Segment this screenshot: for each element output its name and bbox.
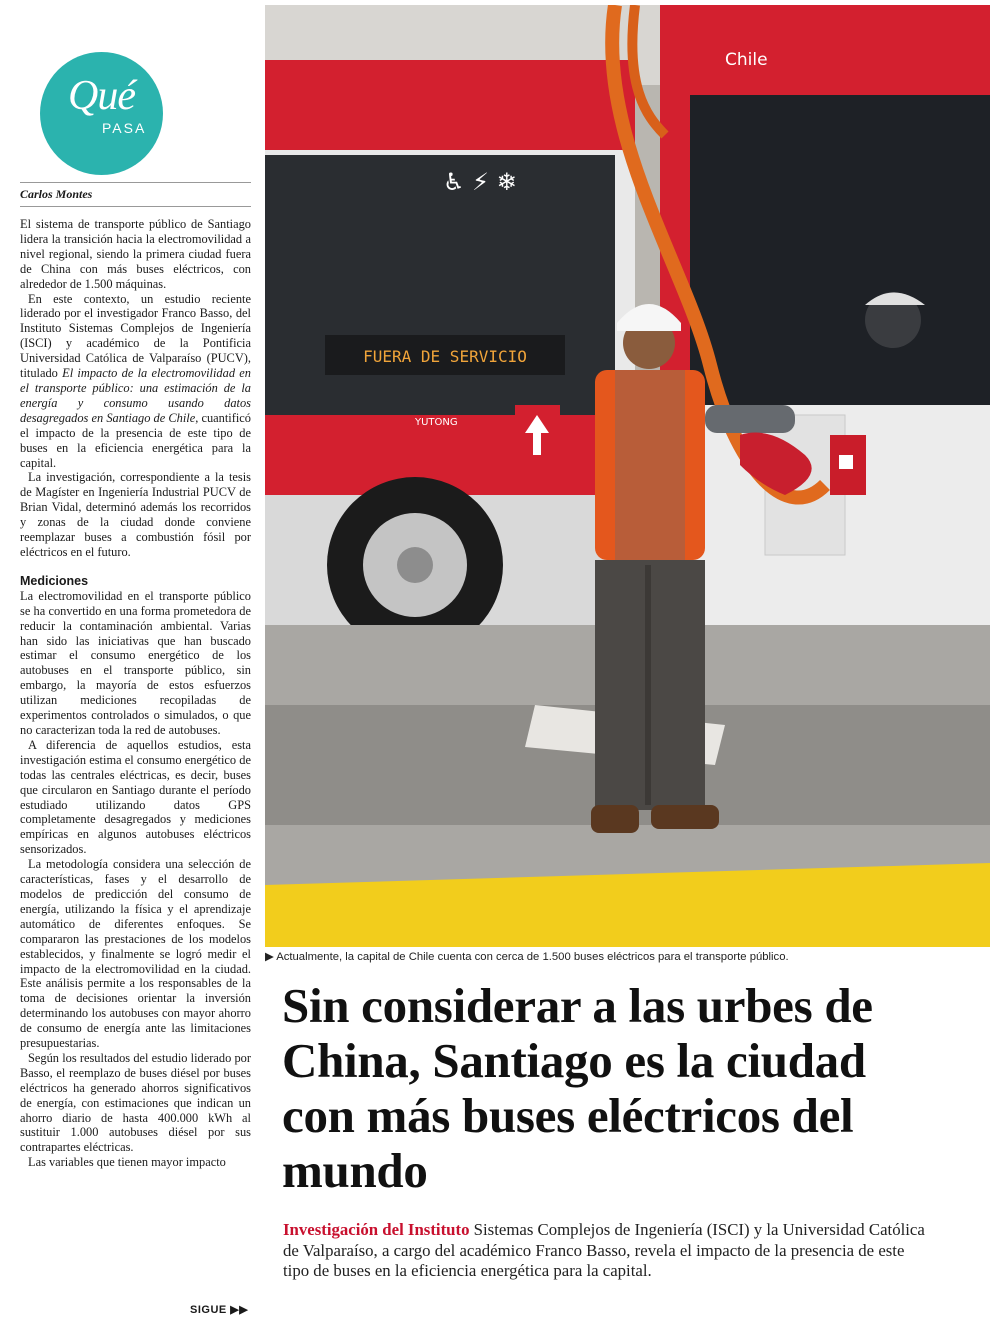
lede (283, 1220, 933, 1282)
photo-caption: ▶ Actualmente, la capital de Chile cuenta con cerca de 1.500 buses eléctricos para el transporte público. (265, 951, 789, 963)
paragraph: La investigación, correspondiente a la tesis de Magíster en Ingeniería Industrial PUCV de Brian Vidal, determinó además los recorridos y zonas de la ciudad donde conviene reemplazar buses a combustión fósil por eléctricos en el futuro. (20, 470, 251, 559)
subheading: Mediciones (20, 573, 89, 588)
section-badge-title: Qué (68, 73, 135, 119)
paragraph: La metodología considera una selección de características, fases y el desarrollo de modelos de predicción del consumo de energía, utilizando la física y el aprendizaje automático de diferentes enfoques. Se compararon las prestaciones de los modelos establecidos, y finalmente se logró medir el impacto de la electromovilidad en la ciudad. Este análisis permite a los responsables de la toma de decisiones orientar la inversión determinando los autobuses con mayor ahorro de consumo de energía ante las limitaciones presupuestarias. (20, 857, 251, 1051)
article-photo (265, 5, 990, 947)
headline: Sin considerar a las urbes de China, Santiago es la ciudad con más buses eléctricos del mundo (282, 978, 873, 1198)
continue-label[interactable]: SIGUE ▶▶ (190, 1304, 249, 1316)
bus-brand: Chile (725, 50, 768, 70)
paragraph: A diferencia de aquellos estudios, esta investigación estima el consumo energético de todas las centrales eléctricas, es decir, buses que circularon en Santiago durante el período estudiado utilizando datos GPS completamente desagregados y mediciones empíricas en algunos autobuses eléctricos sensorizados. (20, 737, 251, 857)
destination-sign: FUERA DE SERVICIO (363, 347, 527, 366)
paragraph: En este contexto, un estudio reciente liderado por el investigador Franco Basso, del Instituto Sistemas Complejos de Ingeniería (ISCI) y académico de la Pontificia Universidad Católica de Valparaíso (PUCV), titulado El impacto de la electromovilidad en el transporte público: una estimación de la energía y consumo usando datos desagregados en Santiago de Chile, cuantificó el impacto de la presencia de este tipo de buses en la eficiencia energética para la capital. (20, 291, 251, 470)
bus-model-badge: YUTONG (415, 417, 458, 428)
photo-illustration (265, 5, 990, 947)
study-title: El impacto de la electromovilidad en el transporte público: una estimación de la energía y consumo usando datos desagregados en Santiago de Chile (20, 366, 251, 425)
paragraph: Según los resultados del estudio liderado por Basso, el reemplazo de buses diésel por buses eléctricos ha generado ahorros significativos de energía, con estimaciones que indican un ahorro diario de hasta 400.000 kWh al sustituir 1.000 autobuses diésel por sus contrapartes eléctricas. (20, 1050, 251, 1155)
section-badge-subtitle: PASA (102, 120, 147, 136)
paragraph: La electromovilidad en el transporte público se ha convertido en una forma prometedora de reducir la contaminación ambiental. Varias han sido las iniciativas que han buscado estimar el consumo energético de los autobuses en el transporte público, sin embargo, la mayoría de estos esfuerzos utilizan mediciones recopiladas de experimentos controlados o simulados, o que no caracterizan toda la red de autobuses. (20, 588, 251, 737)
paragraph: Las variables que tienen mayor impacto (28, 1155, 226, 1170)
section-badge (40, 52, 163, 175)
article-body (20, 217, 251, 1170)
paragraph: El sistema de transporte público de Santiago lidera la transición hacia la electromovilidad a nivel regional, siendo la primera ciudad fuera de China con más buses eléctricos, con alrededor de 1.500 máquinas. (20, 217, 251, 291)
accessibility-icon: ♿ ⚡ ❄ (443, 168, 517, 196)
article-body-column (20, 182, 251, 1170)
byline: Carlos Montes (20, 183, 251, 207)
lede-rest: Sistemas Complejos de Ingeniería (ISCI) y la Universidad Católica de Valparaíso, a cargo del académico Franco Basso, revela el impacto de la presencia de este tipo de buses en la eficiencia energética para la capital. (283, 1220, 925, 1280)
lede-lead: Investigación del Instituto (283, 1220, 470, 1239)
